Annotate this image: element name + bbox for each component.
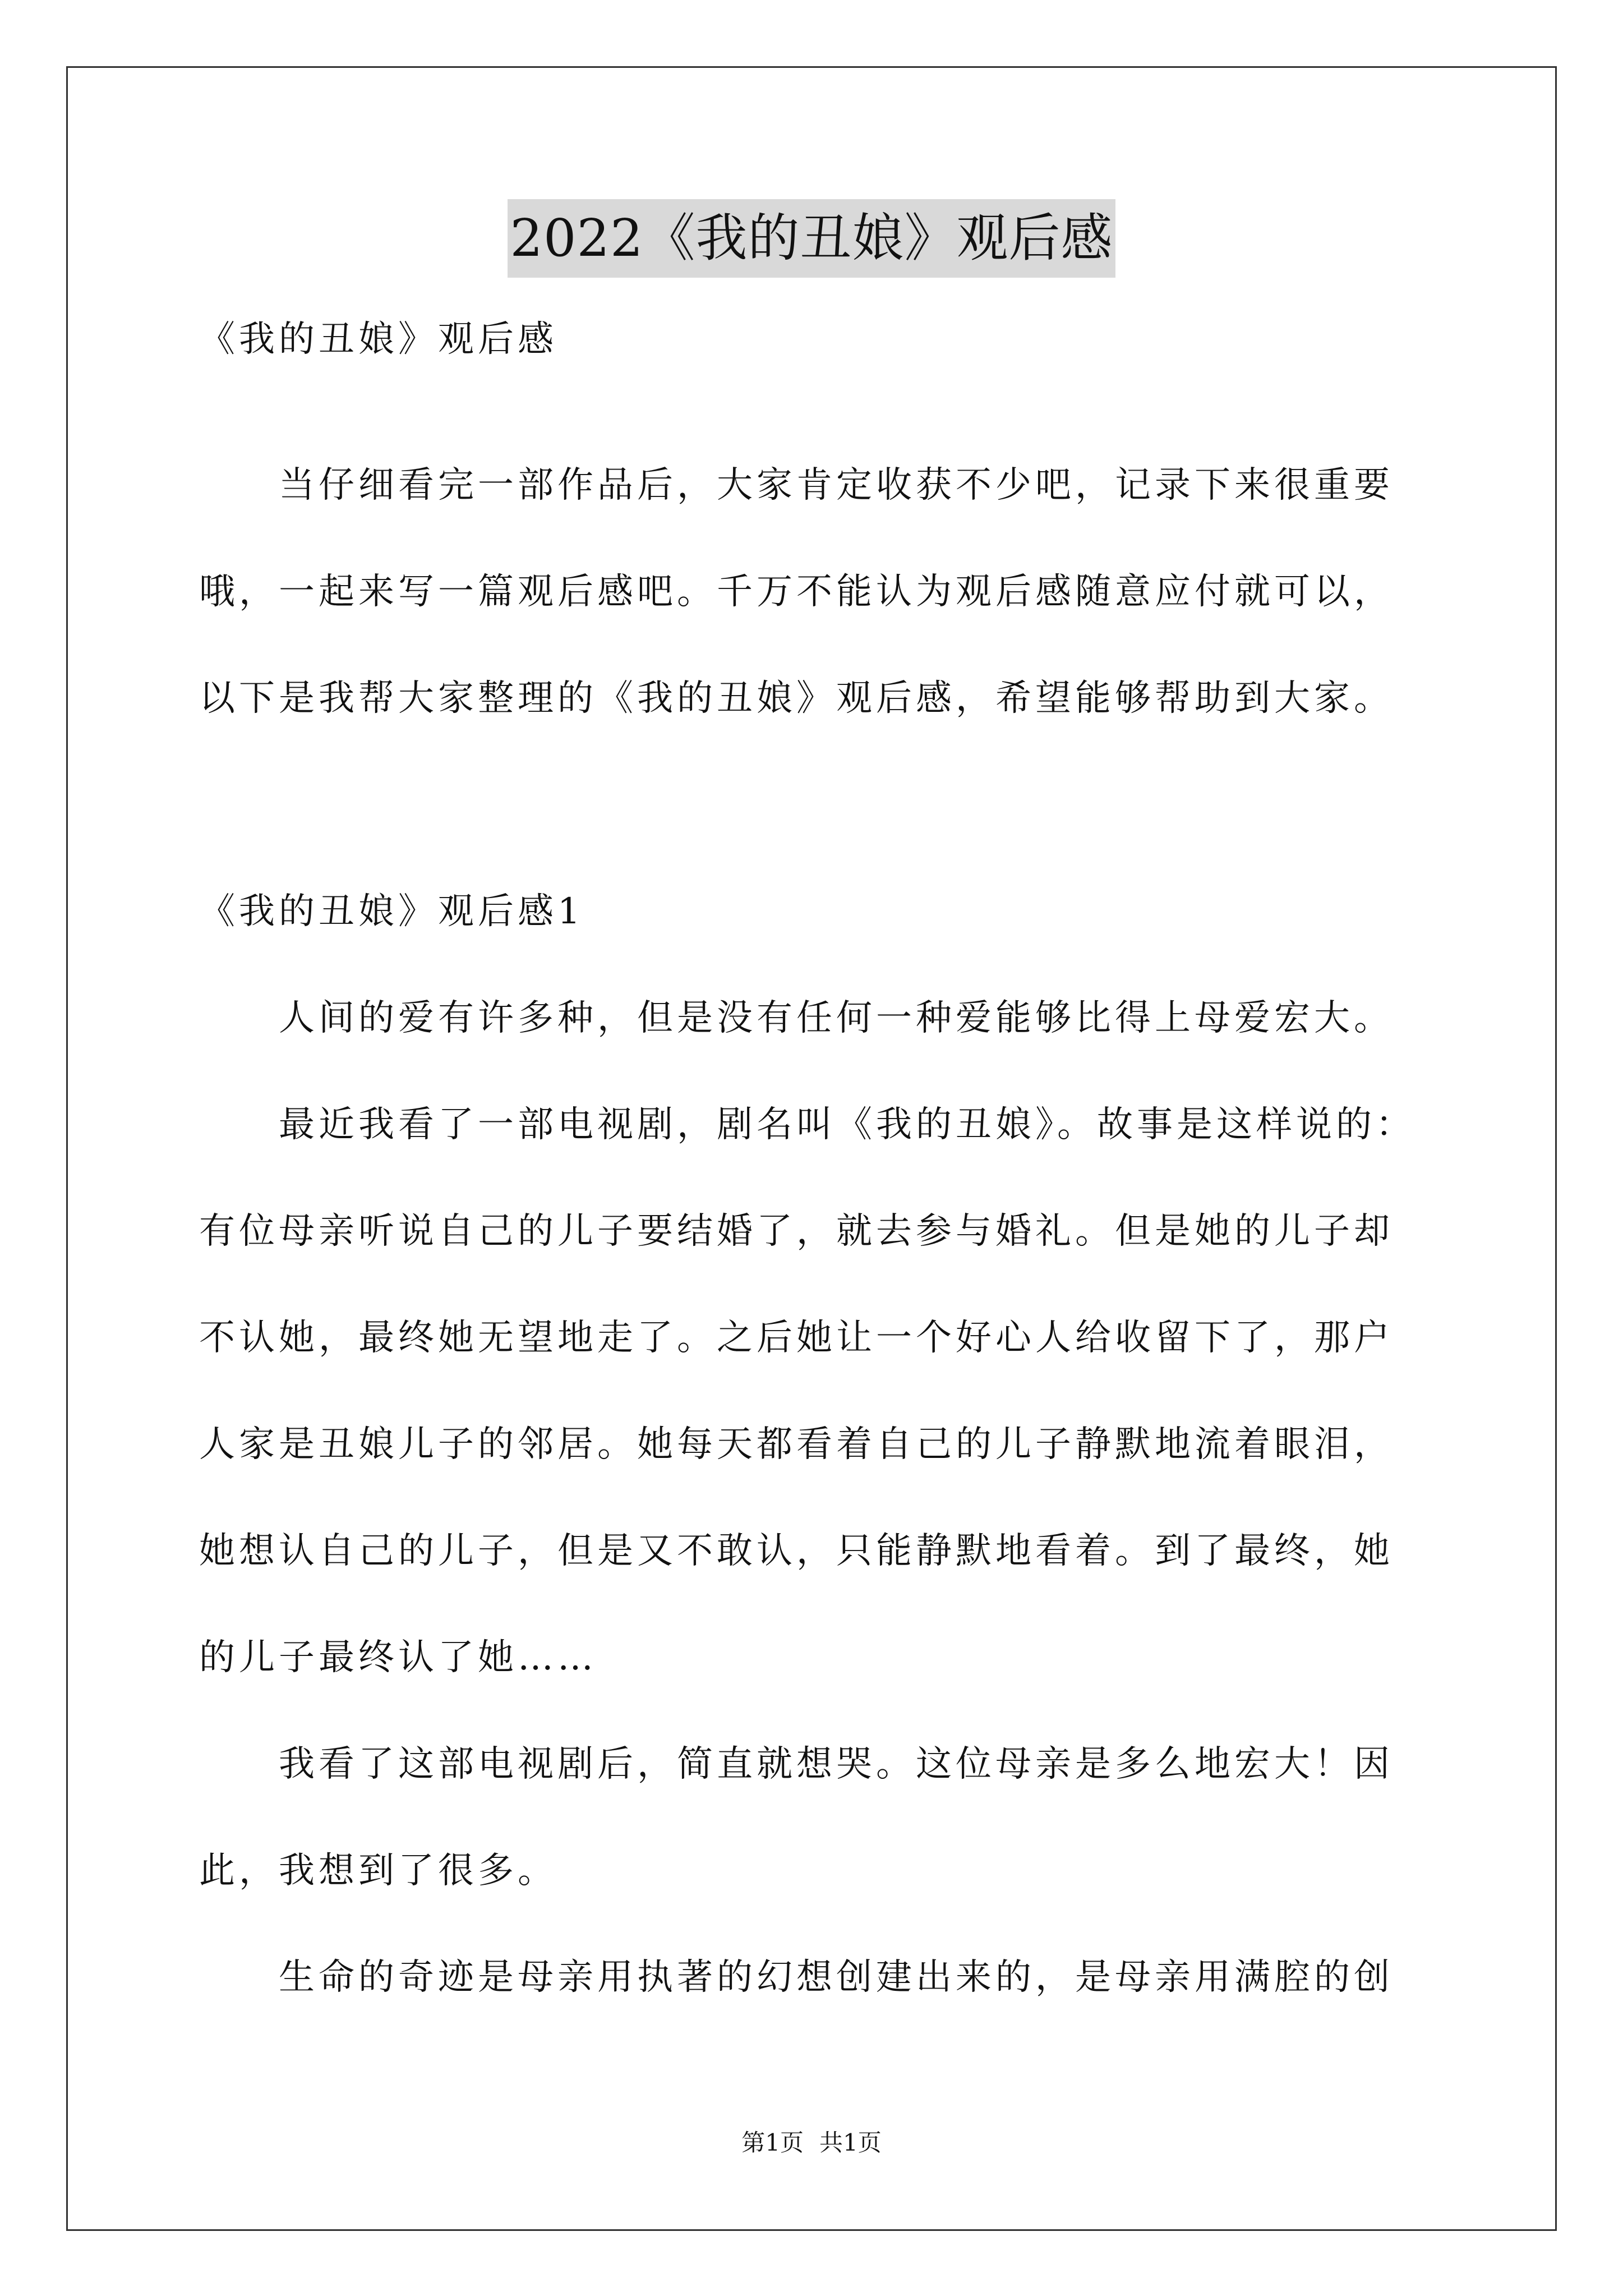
page-footer (0, 2126, 1623, 2160)
text-line: 有位母亲听说自己的儿子要结婚了，就去参与婚礼。但是她的儿子却 (199, 1211, 1394, 1252)
subtitle: 《我的丑娘》观后感 (199, 319, 557, 360)
text-line: 我看了这部电视剧后，简直就想哭。这位母亲是多么地宏大！因 (199, 1743, 1394, 1785)
page-total: 共1页 (819, 2129, 882, 2156)
section-heading: 《我的丑娘》观后感1 (199, 891, 584, 932)
text-line: 当仔细看完一部作品后，大家肯定收获不少吧，记录下来很重要 (199, 464, 1394, 506)
text-line: 以下是我帮大家整理的《我的丑娘》观后感，希望能够帮助到大家。 (199, 678, 1394, 719)
document-title: 2022《我的丑娘》观后感 (508, 199, 1115, 278)
text-line: 不认她，最终她无望地走了。之后她让一个好心人给收留下了，那户 (199, 1317, 1394, 1359)
text-line: 她想认自己的儿子，但是又不敢认，只能静默地看着。到了最终，她 (199, 1530, 1394, 1572)
text-line: 哦，一起来写一篇观后感吧。千万不能认为观后感随意应付就可以， (199, 571, 1394, 613)
text-line: 人间的爱有许多种，但是没有任何一种爱能够比得上母爱宏大。 (199, 997, 1394, 1039)
text-line: 人家是丑娘儿子的邻居。她每天都看着自己的儿子静默地流着眼泪， (199, 1424, 1394, 1465)
title-container (0, 199, 1623, 278)
text-line: 最近我看了一部电视剧，剧名叫《我的丑娘》。故事是这样说的： (199, 1104, 1415, 1145)
text-line: 的儿子最终认了她…… (199, 1637, 597, 1678)
text-line: 生命的奇迹是母亲用执著的幻想创建出来的，是母亲用满腔的创 (199, 1957, 1394, 1998)
text-line: 此，我想到了很多。 (199, 1850, 557, 1892)
page-number: 第1页 (741, 2129, 804, 2156)
